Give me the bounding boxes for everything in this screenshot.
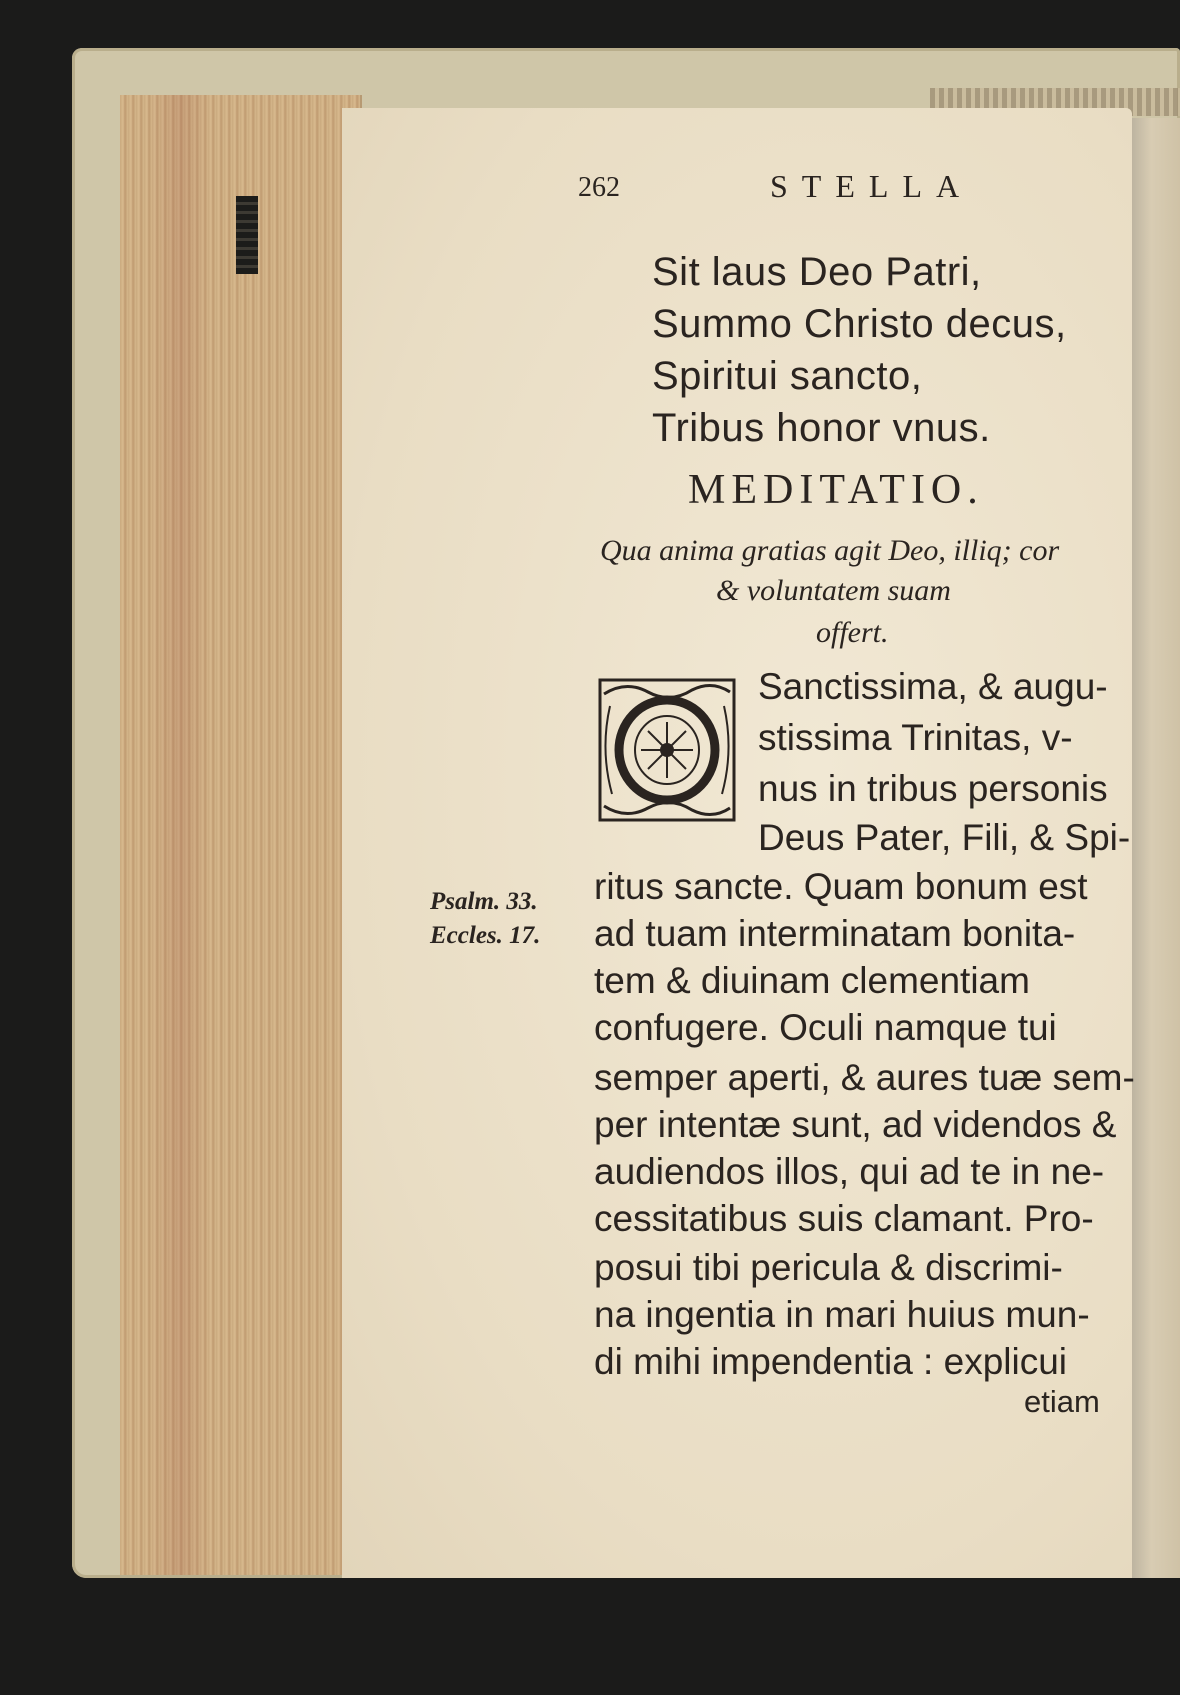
page-number: 262 <box>578 172 620 203</box>
subheading-line: offert. <box>816 616 889 649</box>
body-line: di mihi impendentia : explicui <box>594 1341 1068 1382</box>
facing-leaf-edge <box>1132 118 1180 1578</box>
decorated-initial <box>596 676 738 824</box>
body-line: confugere. Oculi namque tui <box>594 1007 1057 1048</box>
catchword: etiam <box>1024 1384 1100 1419</box>
hymn-line: Tribus honor vnus. <box>652 406 991 450</box>
body-line: stissima Trinitas, v- <box>758 717 1073 758</box>
body-line: per intentæ sunt, ad videndos & <box>594 1104 1117 1145</box>
ornament-icon <box>596 676 738 824</box>
spine-mark <box>236 196 258 274</box>
running-title: STELLA <box>770 168 974 204</box>
subheading-line: Qua anima gratias agit Deo, illiq; cor <box>600 534 1060 567</box>
section-heading: MEDITATIO. <box>688 467 984 513</box>
body-line: Sanctissima, & augu- <box>758 666 1108 707</box>
margin-note: Psalm. 33. <box>430 888 538 915</box>
body-line: tem & diuinam clementiam <box>594 960 1030 1001</box>
body-line: Deus Pater, Fili, & Spi- <box>758 817 1131 858</box>
hymn-line: Sit laus Deo Patri, <box>652 250 982 294</box>
hymn-line: Spiritui sancto, <box>652 354 923 398</box>
margin-note: Eccles. 17. <box>430 922 541 949</box>
page-block-edge <box>120 95 362 1575</box>
hymn-line: Summo Christo decus, <box>652 302 1067 346</box>
body-line: nus in tribus personis <box>758 768 1108 809</box>
body-line: posui tibi pericula & discrimi- <box>594 1247 1063 1288</box>
subheading-line: & voluntatem suam <box>716 574 951 607</box>
body-line: ritus sancte. Quam bonum est <box>594 866 1088 907</box>
body-line: ad tuam interminatam bonita- <box>594 913 1076 954</box>
body-line: semper aperti, & aures tuæ sem- <box>594 1057 1135 1098</box>
body-line: cessitatibus suis clamant. Pro- <box>594 1198 1094 1239</box>
body-line: audiendos illos, qui ad te in ne- <box>594 1151 1105 1192</box>
body-line: na ingentia in mari huius mun- <box>594 1294 1090 1335</box>
